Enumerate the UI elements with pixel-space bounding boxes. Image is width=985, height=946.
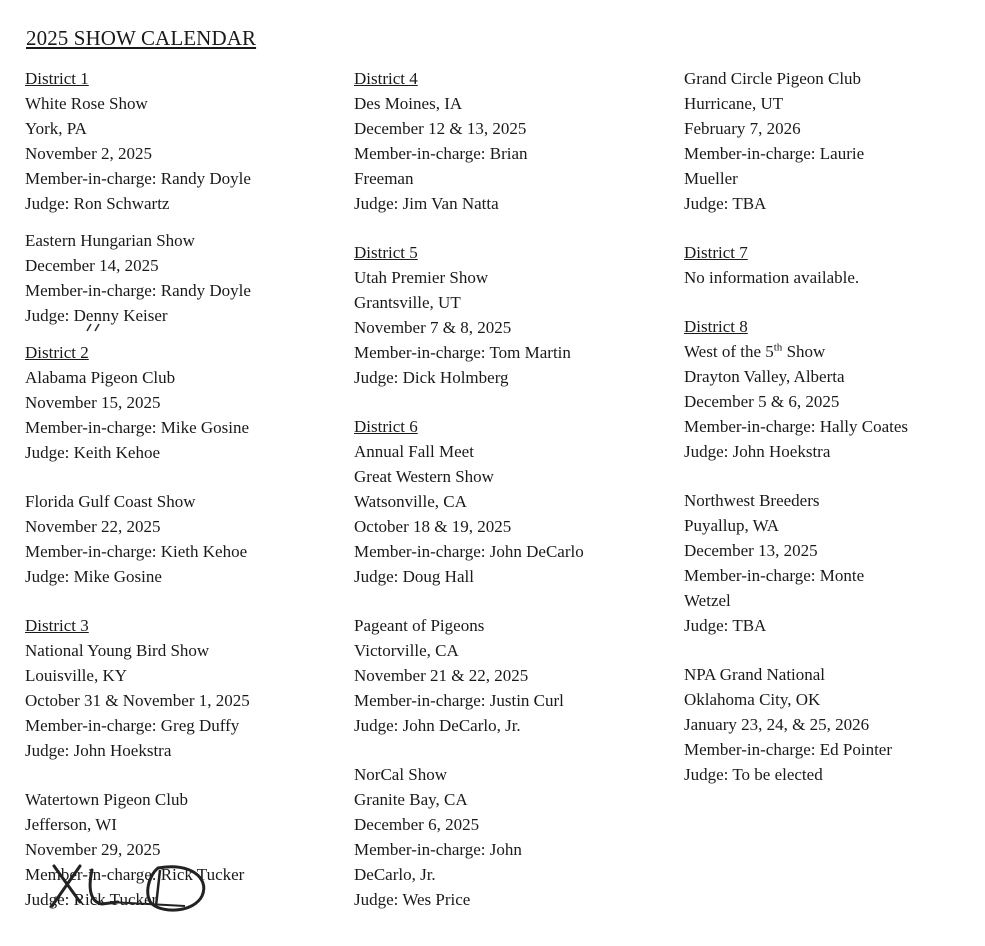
show-name: Utah Premier Show <box>354 268 489 287</box>
show-subtitle: Great Western Show <box>354 467 494 486</box>
show-date: November 21 & 22, 2025 <box>354 666 529 685</box>
show-judge: Judge: John DeCarlo, Jr. <box>354 716 521 735</box>
show-name: Eastern Hungarian Show <box>25 231 195 250</box>
show-date: December 14, 2025 <box>25 256 159 275</box>
show-name: Annual Fall Meet <box>354 442 474 461</box>
show-date: December 5 & 6, 2025 <box>684 392 840 411</box>
show-member-in-charge: Member-in-charge: Greg Duffy <box>25 716 240 735</box>
show-location: Watsonville, CA <box>354 492 467 511</box>
show-judge: Judge: TBA <box>684 194 767 213</box>
district-3-heading: District 3 <box>25 616 89 635</box>
show-judge: Judge: Ron Schwartz <box>25 194 170 213</box>
column-2 <box>354 66 674 912</box>
show-member-in-charge: Member-in-charge: Tom Martin <box>354 343 571 362</box>
show-member-in-charge: Member-in-charge: Kieth Kehoe <box>25 542 248 561</box>
show-member-in-charge-cont: Wetzel <box>684 591 731 610</box>
show-name: Grand Circle Pigeon Club <box>684 69 862 88</box>
show-location: Hurricane, UT <box>684 94 784 113</box>
show-member-in-charge: Member-in-charge: Randy Doyle <box>25 281 251 300</box>
show-name: Pageant of Pigeons <box>354 616 485 635</box>
district-7-heading: District 7 <box>684 243 748 262</box>
show-location: Victorville, CA <box>354 641 459 660</box>
show-location: Puyallup, WA <box>684 516 780 535</box>
show-location: Grantsville, UT <box>354 293 461 312</box>
show-member-in-charge: Member-in-charge: Brian <box>354 144 528 163</box>
show-judge: Judge: Keith Kehoe <box>25 443 161 462</box>
show-member-in-charge: Member-in-charge: Monte <box>684 566 865 585</box>
show-date: November 15, 2025 <box>25 393 161 412</box>
show-name: Watertown Pigeon Club <box>25 790 188 809</box>
district-8-heading: District 8 <box>684 317 748 336</box>
show-location: York, PA <box>25 119 87 138</box>
show-judge: Judge: Denny Keiser <box>25 306 168 325</box>
show-name: Northwest Breeders <box>684 491 820 510</box>
show-member-in-charge-cont: Mueller <box>684 169 738 188</box>
show-date: January 23, 24, & 25, 2026 <box>684 715 870 734</box>
district-4-heading: District 4 <box>354 69 418 88</box>
show-member-in-charge: Member-in-charge: Rick Tucker <box>25 865 245 884</box>
show-location: Louisville, KY <box>25 666 127 685</box>
show-date: November 22, 2025 <box>25 517 161 536</box>
show-member-in-charge: Member-in-charge: Ed Pointer <box>684 740 893 759</box>
district-1-heading: District 1 <box>25 69 89 88</box>
show-date: February 7, 2026 <box>684 119 801 138</box>
show-judge: Judge: Mike Gosine <box>25 567 162 586</box>
show-judge: Judge: Rick Tucker <box>25 890 158 909</box>
show-member-in-charge: Member-in-charge: John DeCarlo <box>354 542 584 561</box>
show-name: NorCal Show <box>354 765 448 784</box>
show-member-in-charge: Member-in-charge: John <box>354 840 522 859</box>
column-3 <box>684 66 984 787</box>
show-name: National Young Bird Show <box>25 641 210 660</box>
show-judge: Judge: Doug Hall <box>354 567 474 586</box>
show-name: West of the 5th Show <box>684 341 826 361</box>
column-1 <box>25 66 345 912</box>
page-title: 2025 SHOW CALENDAR <box>26 26 257 50</box>
show-judge: Judge: John Hoekstra <box>684 442 831 461</box>
show-judge: Judge: Wes Price <box>354 890 471 909</box>
show-date: November 7 & 8, 2025 <box>354 318 512 337</box>
show-judge: Judge: TBA <box>684 616 767 635</box>
district-6-heading: District 6 <box>354 417 418 436</box>
show-judge: Judge: John Hoekstra <box>25 741 172 760</box>
district-2-heading: District 2 <box>25 343 89 362</box>
show-location: Des Moines, IA <box>354 94 463 113</box>
ditto-mark <box>84 316 104 341</box>
show-date: December 12 & 13, 2025 <box>354 119 527 138</box>
show-date: December 13, 2025 <box>684 541 818 560</box>
show-date: October 18 & 19, 2025 <box>354 517 512 536</box>
show-name: Florida Gulf Coast Show <box>25 492 196 511</box>
show-date: December 6, 2025 <box>354 815 480 834</box>
show-judge: Judge: Dick Holmberg <box>354 368 509 387</box>
show-location: Jefferson, WI <box>25 815 117 834</box>
show-name: NPA Grand National <box>684 665 826 684</box>
show-member-in-charge: Member-in-charge: Justin Curl <box>354 691 564 710</box>
show-location: Granite Bay, CA <box>354 790 468 809</box>
show-judge: Judge: To be elected <box>684 765 823 784</box>
show-member-in-charge: Member-in-charge: Laurie <box>684 144 865 163</box>
show-judge: Judge: Jim Van Natta <box>354 194 499 213</box>
show-member-in-charge: Member-in-charge: Randy Doyle <box>25 169 251 188</box>
show-date: November 29, 2025 <box>25 840 161 859</box>
show-name: White Rose Show <box>25 94 148 113</box>
show-member-in-charge: Member-in-charge: Hally Coates <box>684 417 909 436</box>
show-location: Oklahoma City, OK <box>684 690 821 709</box>
show-date: November 2, 2025 <box>25 144 153 163</box>
show-member-in-charge-cont: DeCarlo, Jr. <box>354 865 436 884</box>
show-name: Alabama Pigeon Club <box>25 368 176 387</box>
show-date: October 31 & November 1, 2025 <box>25 691 250 710</box>
district-7-note: No information available. <box>684 268 860 287</box>
show-location: Drayton Valley, Alberta <box>684 367 845 386</box>
show-member-in-charge-cont: Freeman <box>354 169 414 188</box>
district-5-heading: District 5 <box>354 243 418 262</box>
show-member-in-charge: Member-in-charge: Mike Gosine <box>25 418 250 437</box>
